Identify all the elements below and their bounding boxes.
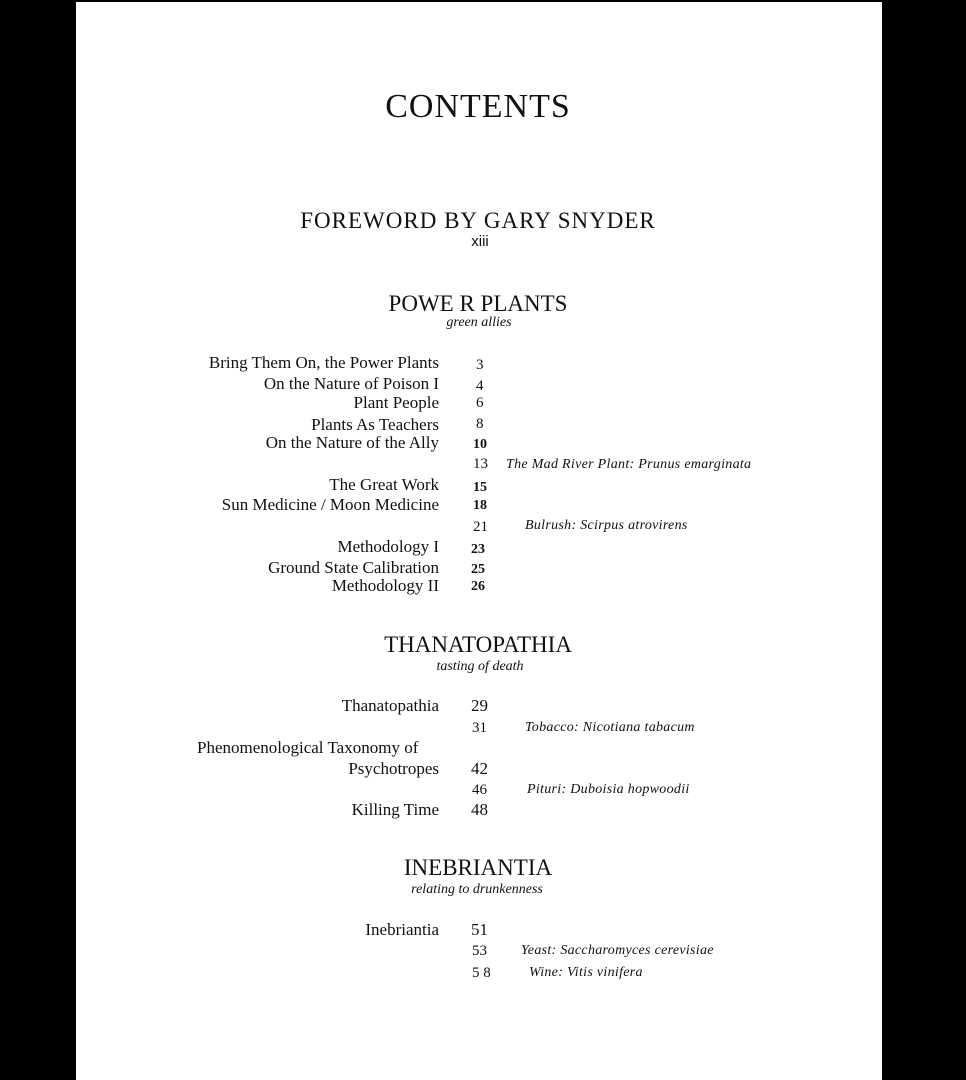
interlude-entry: The Mad River Plant: Prunus emarginata: [506, 457, 752, 472]
section-subtitle-inebriantia: relating to drunkenness: [411, 882, 543, 897]
toc-entry-title: Plant People: [353, 393, 439, 412]
toc-entry-title: Killing Time: [351, 800, 439, 819]
toc-entry-page: 4: [476, 378, 484, 394]
foreword-page: xiii: [471, 233, 489, 250]
foreword-title: FOREWORD BY GARY SNYDER: [300, 208, 656, 233]
toc-entry-page: 25: [471, 562, 485, 577]
toc-entry-page: 10: [473, 437, 487, 452]
toc-entry-page: 5 8: [472, 965, 491, 981]
section-subtitle-thanatopathia: tasting of death: [436, 659, 524, 674]
toc-entry-page: 46: [472, 782, 487, 798]
page-title: CONTENTS: [385, 88, 571, 125]
toc-entry-title: On the Nature of the Ally: [265, 433, 439, 452]
toc-entry-page: 21: [473, 519, 488, 535]
toc-entry-page: 18: [473, 498, 487, 513]
toc-entry-title: The Great Work: [329, 475, 439, 494]
toc-entry-page: 51: [471, 920, 488, 939]
interlude-entry: Bulrush: Scirpus atrovirens: [525, 518, 688, 533]
toc-entry-title: Methodology II: [331, 576, 439, 595]
section-title-thanatopathia: THANATOPATHIA: [384, 632, 572, 657]
section-title-power-plants: POWE R PLANTS: [388, 291, 568, 316]
toc-entry-title: Methodology I: [337, 537, 439, 556]
interlude-entry: Yeast: Saccharomyces cerevisiae: [521, 943, 714, 958]
section-title-inebriantia: INEBRIANTIA: [403, 855, 553, 880]
toc-entry-page: 15: [473, 480, 487, 495]
toc-entry-page: 3: [476, 357, 484, 373]
toc-entry-page: 31: [472, 720, 487, 736]
toc-entry-title: On the Nature of Poison I: [263, 374, 439, 393]
book-page: [76, 2, 882, 1080]
section-subtitle-power-plants: green allies: [446, 315, 512, 330]
toc-entry-page: 8: [476, 416, 484, 432]
toc-entry-title: Phenomenological Taxonomy of: [197, 738, 419, 757]
interlude-entry: Tobacco: Nicotiana tabacum: [525, 720, 695, 735]
interlude-entry: Wine: Vitis vinifera: [529, 965, 643, 980]
toc-entry-title: Plants As Teachers: [311, 415, 439, 434]
toc-entry-title: Ground State Calibration: [268, 558, 439, 577]
interlude-entry: Pituri: Duboisia hopwoodii: [527, 782, 690, 797]
toc-entry-title: Bring Them On, the Power Plants: [208, 353, 439, 372]
toc-entry-page: 48: [471, 800, 488, 819]
toc-entry-title: Psychotropes: [348, 759, 439, 778]
toc-entry-page: 6: [476, 395, 484, 411]
toc-entry-page: 23: [471, 542, 485, 557]
toc-entry-title: Inebriantia: [365, 920, 439, 939]
toc-entry-page: 42: [471, 759, 488, 778]
toc-entry-page: 29: [471, 696, 488, 715]
toc-entry-page: 26: [471, 579, 485, 594]
toc-entry-title: Thanatopathia: [341, 696, 439, 715]
toc-entry-title: Sun Medicine / Moon Medicine: [221, 495, 439, 514]
toc-entry-page: 53: [472, 943, 487, 959]
toc-entry-page: 13: [473, 456, 488, 472]
